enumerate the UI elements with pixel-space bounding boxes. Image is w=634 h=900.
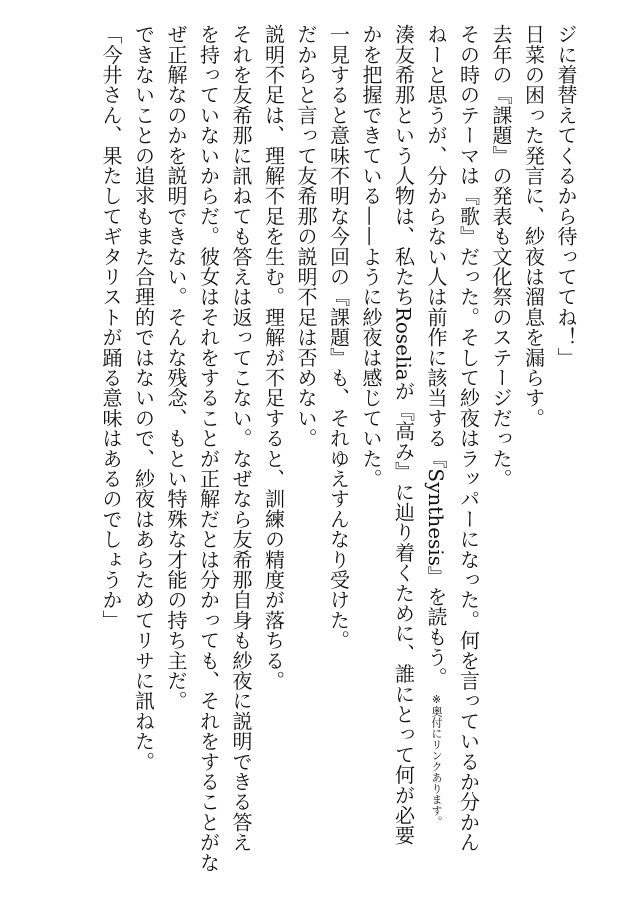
text-line: 日菜の困った発言に、紗夜は溜息を漏らす。 — [521, 24, 546, 428]
text-line — [387, 24, 420, 884]
text-line: を持っていないからだ。彼女はそれをすることが正解だとは分かっても、それをすることがな — [196, 24, 221, 873]
text-line: だからと言って友希那の説明不足は否めない。 — [294, 24, 318, 449]
text-line: それを友希那に訊ねても答えは返ってこない。なぜなら友希那自身も紗夜に説明できる答え — [229, 24, 253, 853]
text-line: ジに着替えてくるから待っててね！」 — [554, 24, 578, 368]
text-segment: ねーと思うが、分からない人は前作に該当する『 — [424, 24, 448, 469]
text-line: かを把握できている——ように紗夜は感じていた。 — [359, 24, 383, 489]
text-line: 「今井さん、果たしてギタリストが踊る意味はあるのでしょうか」 — [99, 24, 123, 630]
text-line: その時のテーマは『歌』だった。そして紗夜はラッパーになった。何を言っているか分かん — [456, 24, 481, 853]
band-name-latin: Roselia — [391, 306, 416, 381]
text-line: 去年の『課題』の発表も文化祭のステージだった。 — [489, 24, 513, 489]
vertical-text-body — [95, 24, 583, 884]
text-line: ぜ正解なのかを説明できない。そんな残念、もとい特殊な才能の持ち主だ。 — [164, 24, 188, 711]
text-segment: 湊友希那という人物は、私たち — [391, 24, 416, 307]
book-title-latin: Synthesis — [424, 468, 448, 566]
text-line — [420, 24, 453, 884]
text-segment: 』を読もう。 — [424, 565, 448, 688]
footnote-marker: ※奥付にリンクあります。 — [430, 693, 443, 828]
text-line: 説明不足は、理解不足を生む。理解が不足すると、訓練の精度が落ちる。 — [261, 24, 286, 691]
text-line: 一見すると意味不明な今回の『課題』も、それゆえすんなり受けた。 — [326, 24, 351, 651]
text-line: できないことの追求もまた合理的ではないので、紗夜はあらためてリサに訊ねた。 — [131, 24, 156, 772]
text-segment: が『高み』に辿り着くために、誰にとって何が必要 — [391, 380, 416, 846]
